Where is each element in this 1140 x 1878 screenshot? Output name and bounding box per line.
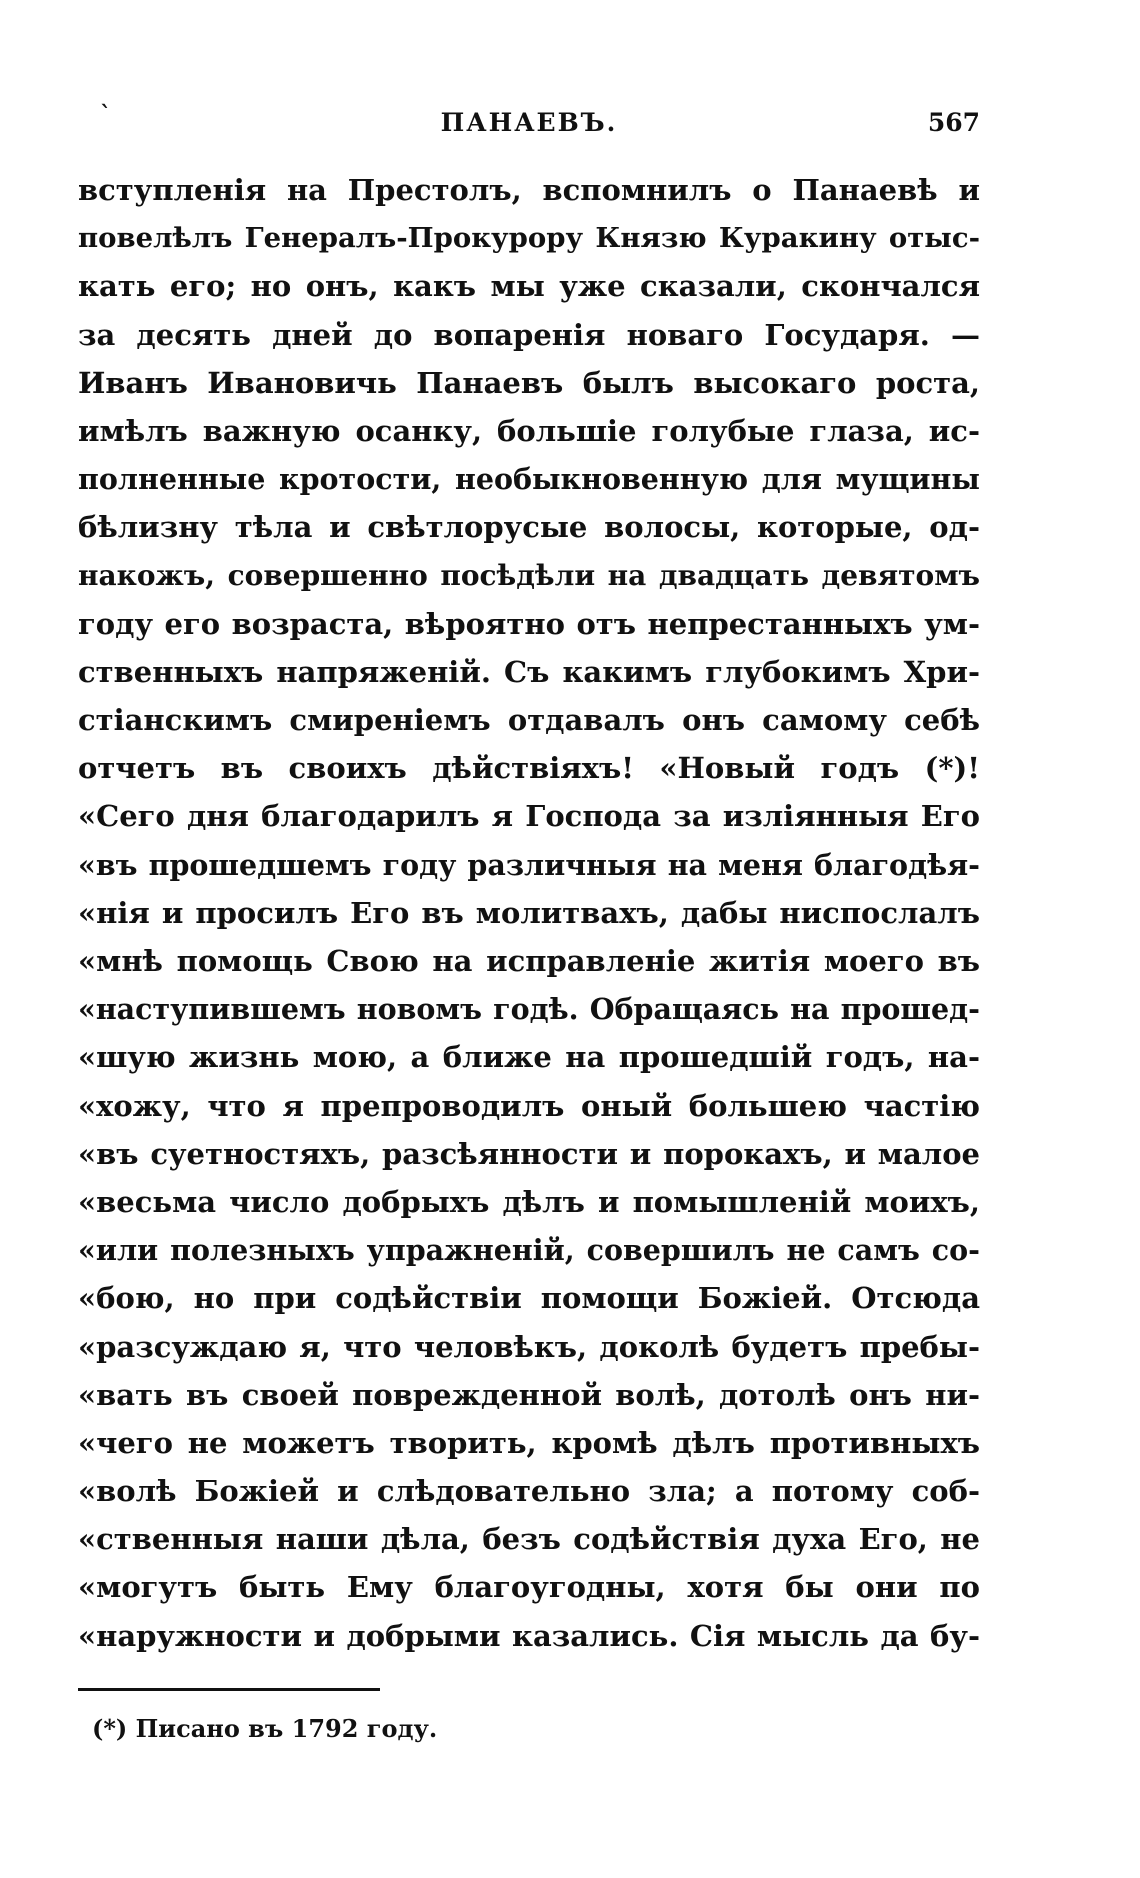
text-line: отчетъ въ своихъ дѣйствіяхъ! «Новый годъ (*)!	[78, 751, 980, 786]
text-line: «шую жизнь мою, а ближе на прошедшій годъ, на-	[78, 1040, 980, 1075]
text-line: накожъ, совершенно посѣдѣли на двадцать девятомъ	[78, 558, 980, 592]
text-line: году его возраста, вѣроятно отъ непрестанныхъ ум-	[78, 606, 980, 641]
text-line: «наступившемъ новомъ годѣ. Обращаясь на прошед-	[78, 992, 980, 1027]
text-line: «могутъ быть Ему благоугодны, хотя бы они по	[78, 1570, 980, 1605]
text-line: «хожу, что я препроводилъ оный большею частію	[78, 1088, 980, 1123]
text-line: «Сего дня благодарилъ я Господа за изліянныя Его	[78, 799, 980, 834]
running-title: ПАНАЕВЪ.	[440, 108, 618, 137]
header-mark: ˋ	[100, 102, 111, 128]
page-header	[78, 102, 980, 142]
text-line: «чего не можетъ творить, кромѣ дѣлъ противныхъ	[78, 1425, 980, 1460]
text-line: полненные кротости, необыкновенную для мущины	[78, 462, 980, 497]
text-line: имѣлъ важную осанку, большіе голубые глаза, ис-	[78, 413, 980, 448]
text-line: ственныхъ напряженій. Съ какимъ глубокимъ Хри-	[78, 654, 980, 689]
text-line: «мнѣ помощь Свою на исправленіе житія моего въ	[78, 944, 980, 978]
text-line: повелѣлъ Генералъ-Прокурору Князю Куракину отыс-	[78, 222, 980, 255]
text-line: «нія и просилъ Его въ молитвахъ, дабы ниспослалъ	[78, 895, 980, 930]
text-line: «вать въ своей поврежденной волѣ, дотолѣ онъ ни-	[78, 1377, 980, 1412]
text-line: «разсуждаю я, что человѣкъ, доколѣ будетъ пребы-	[78, 1329, 980, 1364]
text-line: бѣлизну тѣла и свѣтлорусые волосы, которые, од-	[78, 510, 980, 545]
text-line: «бою, но при содѣйствіи помощи Божіей. Отсюда	[78, 1281, 980, 1316]
body-text	[78, 166, 980, 1660]
text-line: кать его; но онъ, какъ мы уже сказали, скончался	[78, 269, 980, 304]
footnote: (*) Писано въ 1792 году.	[92, 1714, 438, 1743]
text-line: «или полезныхъ упражненій, совершилъ не самъ со-	[78, 1233, 980, 1268]
text-line: «въ суетностяхъ, разсѣянности и порокахъ, и малое	[78, 1136, 980, 1171]
text-line: за десять дней до вопаренія новаго Государя. —	[78, 317, 980, 352]
text-line: «въ прошедшемъ году различныя на меня благодѣя-	[78, 847, 980, 882]
text-line: «ственныя наши дѣла, безъ содѣйствія духа Его, не	[78, 1522, 980, 1557]
page-number: 567	[927, 108, 980, 137]
text-line: «волѣ Божіей и слѣдовательно зла; а потому соб-	[78, 1474, 980, 1509]
text-line: Иванъ Ивановичь Панаевъ былъ высокаго роста,	[78, 365, 980, 400]
text-line: «весьма число добрыхъ дѣлъ и помышленій моихъ,	[78, 1184, 980, 1219]
text-line: «наружности и добрыми казались. Сія мысль да бу-	[78, 1618, 980, 1653]
footnote-rule	[78, 1688, 380, 1691]
text-line: вступленія на Престолъ, вспомнилъ о Панаевѣ и	[78, 173, 980, 207]
text-line: стіанскимъ смиреніемъ отдавалъ онъ самому себѣ	[78, 703, 980, 738]
